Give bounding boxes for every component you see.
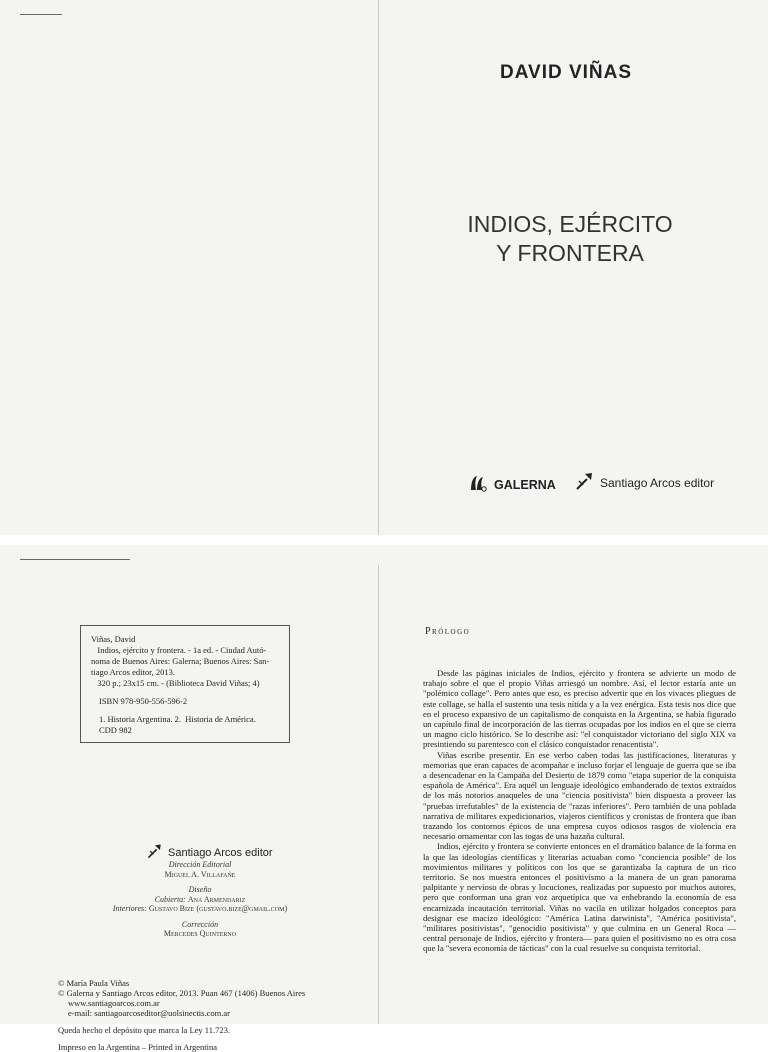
- direccion-label: Dirección Editorial: [168, 860, 232, 869]
- catalog-record-box: [80, 625, 290, 743]
- interiores-line: Interiores: Gustavo Bize (gustavo.bize@gmail.com): [112, 904, 288, 913]
- isbn: ISBN 978-950-556-596-2: [99, 696, 188, 706]
- catalog-line: tiago Arcos editor, 2013.: [91, 667, 175, 677]
- page-fold: [378, 565, 379, 1024]
- legal-block: [58, 978, 368, 1052]
- catalog-line: 320 p.; 23x15 cm. - (Biblioteca David Viñas; 4): [91, 678, 260, 688]
- prologue-body: [423, 668, 736, 954]
- catalog-line: noma de Buenos Aires: Galerna; Buenos Aires: San-: [91, 656, 270, 666]
- copyright-line: © Galerna y Santiago Arcos editor, 2013. Puan 467 (1406) Buenos Aires: [58, 988, 306, 998]
- prologue-paragraph: Desde las páginas iniciales de Indios, ejército y frontera se advierte un modo de trabajo sobre el que el propio Viñas arriesgó un nombre. Así, el lector estaría ante un "polémico collage". Pero antes que eso, es preciso advertir que en los vivaces pliegues de este collage, se halla el sustento una tesis nítida y a la vez enérgica. Esta tesis nos dice que en el proceso expansivo de un capitalismo de conquista en la Argentina, se había figurado un capítulo final de incorporación de las tierras ocupadas por los indios en el que se cierra un magno ciclo histórico. Se lo describe así: "el conquistador victoriano del siglo XIX va presintiendo su parentesco con el clásico conquistador renacentista".: [423, 668, 736, 750]
- book-title: [440, 210, 700, 268]
- prologue-paragraph: Viñas escribe presentir. En ese verbo caben todas las justificaciones, literaturas y memorias que eran capaces de acompañar e incluso forjar el lenguaje de guerra que se iba a desencadenar en la Campaña del Desierto de 1879 como "etapa superior de la conquista española de América". Era aquél un lenguaje ideológico embanderado de textos extraídos de los más notorios anaqueles de una "ciencia positivista" bien dispuesta a proveer las "pruebas irrefutables" de la existencia de "razas inferiores". Pero también de una poblada narrativa de militares expedicionarios, viajeros científicos y cronistas de frontera que iban trazando los contornos épicos de una empresa cuyos odiosos rasgos de violencia era necesario ornamentar con las togas de una hazaña cultural.: [423, 749, 736, 842]
- arcos-label: Santiago Arcos editor: [600, 475, 715, 490]
- impreso-line: Impreso en la Argentina – Printed in Argentina: [58, 1042, 218, 1052]
- title-line-2: Y FRONTERA: [496, 240, 644, 266]
- galerna-imprint: [468, 472, 556, 497]
- crop-line: [20, 559, 130, 560]
- correccion-label: Corrección: [181, 919, 219, 929]
- copyright-line: © María Paula Viñas: [58, 978, 130, 988]
- catalog-line: Indios, ejército y frontera. - 1a ed. - Ciudad Autó-: [91, 645, 267, 655]
- deposito-line: Queda hecho el depósito que marca la Ley 11.723.: [58, 1025, 230, 1035]
- direccion-name: Miguel A. Villafañe: [164, 869, 236, 879]
- cdd: CDD 982: [99, 725, 132, 735]
- author-name: DAVID VIÑAS: [500, 62, 633, 83]
- catalog-line: Viñas, David: [91, 634, 136, 644]
- email: e-mail: santiagoarcoseditor@uolsinectis.com.ar: [68, 1008, 230, 1018]
- cubierta-line: Cubierta: Ana Armendariz: [154, 894, 246, 904]
- page-fold: [378, 0, 379, 535]
- correccion-name: Mercedes Quinterno: [163, 929, 237, 938]
- diseno-label: Diseño: [188, 885, 212, 894]
- prologue-heading: Prólogo: [425, 626, 471, 637]
- arcos-logo-icon: [574, 470, 596, 495]
- credits-publisher-label: Santiago Arcos editor: [168, 846, 273, 859]
- crop-line: [20, 14, 62, 15]
- title-line-1: INDIOS, EJÉRCITO: [467, 211, 673, 237]
- arcos-imprint: [574, 470, 714, 495]
- galerna-logo-icon: [468, 472, 490, 497]
- galerna-label: GALERNA: [494, 477, 556, 492]
- credits-block: [70, 860, 330, 939]
- website: www.santiagoarcos.com.ar: [68, 998, 160, 1008]
- subjects: 1. Historia Argentina. 2. Historia de América.: [99, 714, 256, 724]
- prologue-paragraph: Indios, ejército y frontera se convierte entonces en el dramático balance de la forma en la que las ideologías científicas y literarias actuaban como "conciencia posible" de los movimientos militares y políticos con los que se garantizaba la captura de un rico territorio. Se nos muestra entonces el positivismo a la manera de un gran panorama palpitante y nervioso de obras y locuciones, realizadas por supuesto por muchos autores, pero que conforman una gran voz arquetípica que va enhebrando la economía de esa encarnizada incautación territorial. Viñas no vacila en utilizar holgados conceptos para designar ese macizo ideológico: "América Latina darwinista", "América positivista", "militares positivistas", "genocidio positivista" y que culmina en un General Roca —central personaje de Indios, ejército y frontera— para quien el positivismo no es otra cosa que la "severa economía de tácticas" con la cual resuelve su conquista territorial.: [423, 841, 736, 954]
